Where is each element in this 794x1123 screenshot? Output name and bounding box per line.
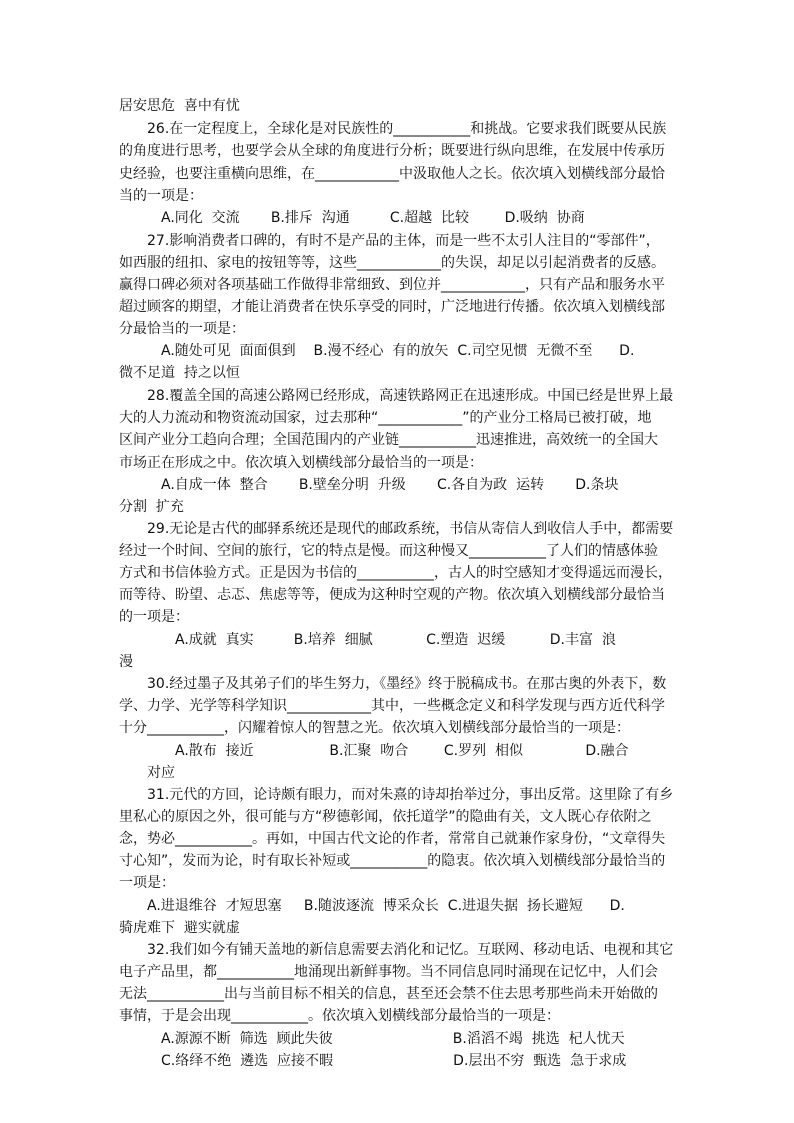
question-32-line-4: 事情，于是会出现___________。依次填入划横线部分最恰当的一项是： — [119, 1008, 560, 1024]
question-28-line-1: 28.覆盖全国的高速公路网已经形成，高速铁路网正在迅速形成。中国已经是世界上最 — [147, 388, 674, 404]
question-29-line-3: 方式和书信体验方式。正是因为书信的___________，古人的时空感知才变得遥远而漫长， — [119, 565, 672, 581]
question-28-options-1: A.自成一体 整合 B.壁垒分明 升级 C.各自为政 运转 D.条块 — [161, 477, 619, 493]
question-30-line-1: 30.经过墨子及其弟子们的毕生努力，《墨经》终于脱稿成书。在那古奥的外表下，数 — [147, 676, 667, 692]
question-28-options-2: 分割 扩充 — [119, 499, 184, 515]
question-28-line-3: 区间产业分工趋向合理；全国范围内的产业链___________迅速推进，高效统一的全国大 — [119, 432, 658, 448]
question-26-line-1: 26.在一定程度上，全球化是对民族性的___________和挑战。它要求我们既要从民族 — [147, 121, 667, 137]
question-30-line-3: 十分___________，闪耀着惊人的智慧之光。依次填入划横线部分最恰当的一项是： — [119, 720, 630, 736]
question-27-line-2: 如西服的纽扣、家电的按钮等等，这些____________的失误，却足以引起消费者的反感。 — [119, 255, 665, 271]
question-27-line-1: 27.影响消费者口碑的，有时不是产品的主体，而是一些不太引人注目的“零部件”， — [147, 233, 660, 249]
question-31-line-3: 念，势必___________。再如，中国古代文论的作者，常常自己就兼作家身份，“文章得失 — [119, 831, 666, 847]
question-32-options-2: C.络绎不绝 遴选 应接不暇 D.层出不穷 甄选 急于求成 — [161, 1053, 627, 1069]
question-29-options-1: A.成就 真实 B.培养 细腻 C.塑造 迟缓 D.丰富 浪 — [175, 632, 616, 648]
question-29-line-1: 29.无论是古代的邮驿系统还是现代的邮政系统，书信从寄信人到收信人手中，都需要 — [147, 521, 674, 537]
question-27-options-2: 微不足道 持之以恒 — [119, 365, 240, 381]
question-31-options-1: A.进退维谷 才短思塞 B.随波逐流 博采众长 C.进退失据 扬长避短 D. — [147, 898, 625, 914]
question-30-options-2: 对应 — [147, 765, 175, 781]
question-31-line-5: 一项是： — [119, 875, 175, 891]
question-30-options-1: A.散布 接近 B.汇聚 吻合 C.罗列 相似 D.融合 — [175, 743, 629, 759]
question-29-line-5: 的一项是： — [119, 609, 189, 625]
question-28-line-4: 市场正在形成之中。依次填入划横线部分最恰当的一项是： — [119, 455, 483, 471]
question-29-line-2: 经过一个时间、空间的旅行，它的特点是慢。而这种慢又___________了人们的情感体验 — [119, 543, 658, 559]
text-line-1: 居安思危 喜中有忧 — [119, 98, 240, 114]
question-32-line-3: 无法___________出与当前目标不相关的信息，甚至还会禁不住去思考那些尚未开始做的 — [119, 986, 658, 1002]
question-28-line-2: 大的人力流动和物资流动国家，过去那种“____________”的产业分工格局已被打破，地 — [119, 410, 652, 426]
question-29-options-2: 漫 — [119, 654, 133, 670]
question-32-line-1: 32.我们如今有铺天盖地的新信息需要去消化和记忆。互联网、移动电话、电视和其它 — [147, 942, 674, 958]
question-32-options-1: A.源源不断 筛选 顾此失彼 B.滔滔不竭 挑选 杞人忧天 — [161, 1031, 625, 1047]
question-31-line-1: 31.元代的方回，论诗颇有眼力，而对朱熹的诗却抬举过分，事出反常。这里除了有乡 — [147, 787, 674, 803]
question-26-line-3: 史经验，也要注重横向思维，在____________中汲取他人之长。依次填入划横线部分最恰 — [119, 166, 665, 182]
question-26-options: A.同化 交流 B.排斥 沟通 C.超越 比较 D.吸纳 协商 — [161, 210, 585, 226]
question-31-options-2: 骑虎难下 避实就虚 — [119, 920, 240, 936]
question-27-options-1: A.随处可见 面面俱到 B.漫不经心 有的放矢 C.司空见惯 无微不至 D. — [161, 343, 635, 359]
question-31-line-2: 里私心的原因之外，很可能与方“秽德彰闻，依托道学”的隐曲有关，文人既心存依附之 — [119, 809, 652, 825]
question-30-line-2: 学、力学、光学等科学知识____________其中，一些概念定义和科学发现与西方近代科学 — [119, 698, 665, 714]
question-27-line-4: 超过顾客的期望，才能让消费者在快乐享受的同时，广泛地进行传播。依次填入划横线部 — [119, 299, 665, 315]
question-27-line-3: 赢得口碑必须对各项基础工作做得非常细致、到位并____________，只有产品和服务水平 — [119, 277, 665, 293]
question-26-line-2: 的角度进行思考，也要学会从全球的角度进行分析；既要进行纵向思维，在发展中传承历 — [119, 143, 665, 159]
question-26-line-4: 当的一项是： — [119, 188, 203, 204]
question-27-line-5: 分最恰当的一项是： — [119, 321, 245, 337]
question-29-line-4: 而等待、盼望、忐忑、焦虑等等，便成为这种时空观的产物。依次填入划横线部分最恰当 — [119, 587, 665, 603]
question-32-line-2: 电子产品里，都___________地涌现出新鲜事物。当不同信息同时涌现在记忆中，人们会 — [119, 964, 658, 980]
question-31-line-4: 寸心知”，发而为论，时有取长补短或___________的隐衷。依次填入划横线部分最恰当的 — [119, 853, 666, 869]
